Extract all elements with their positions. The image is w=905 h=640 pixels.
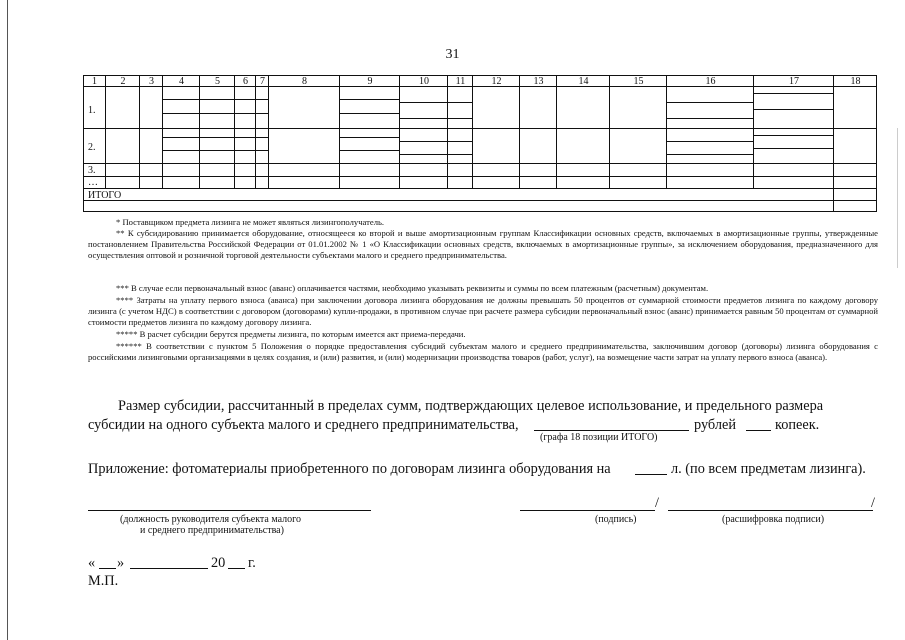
- column-header-8: 8: [302, 76, 307, 87]
- subsidy-kopecks-field[interactable]: [746, 430, 771, 431]
- date-year-prefix: 20: [211, 555, 226, 571]
- column-header-18: 18: [850, 76, 861, 87]
- attachment-suffix: л. (по всем предметам лизинга).: [671, 461, 866, 477]
- date-open-quote: «: [88, 555, 96, 571]
- attachment-sheets-field[interactable]: [635, 474, 667, 475]
- decode-caption: (расшифровка подписи): [722, 514, 825, 525]
- page-edge-line: [7, 0, 8, 640]
- position-caption-1: (должность руководителя субъекта малого: [120, 514, 301, 525]
- column-header-12: 12: [491, 76, 502, 87]
- column-header-17: 17: [789, 76, 799, 87]
- signature-decode-field[interactable]: [668, 510, 873, 511]
- column-header-14: 14: [578, 76, 589, 87]
- footnote-5: ***** В расчет субсидии берутся предметы лизинга, по которым имеется акт приема-передачи.: [116, 329, 466, 339]
- subsidy-statement-line1: Размер субсидии, рассчитанный в пределах сумм, подтверждающих целевое использование, и предельного размера: [118, 398, 824, 414]
- signature-decode-slash: /: [871, 495, 875, 511]
- date-year-suffix: г.: [248, 555, 256, 571]
- column-header-2: 2: [120, 76, 126, 87]
- footnote-3: *** В случае если первоначальный взнос (аванс) оплачивается частями, необходимо указывать реквизиты и суммы по всем платежным (расчетным) документам.: [116, 283, 709, 293]
- subsidy-statement-line2: субсидии на одного субъекта малого и среднего предпринимательства,: [88, 417, 519, 433]
- position-caption-2: и среднего предпринимательства): [140, 525, 284, 536]
- date-month-field[interactable]: [130, 568, 208, 569]
- kopecks-label: копеек.: [775, 417, 820, 433]
- signature-field[interactable]: [520, 510, 655, 511]
- column-header-16: 16: [705, 76, 716, 87]
- date-day-field[interactable]: [99, 568, 116, 569]
- signature-slash: /: [655, 495, 659, 511]
- page-number: 31: [445, 47, 460, 62]
- column-header-13: 13: [533, 76, 544, 87]
- leasing-table: [83, 75, 877, 212]
- date-close-quote: »: [117, 555, 125, 571]
- row-label-3: 3.: [88, 165, 96, 176]
- row-label-ellipsis: …: [88, 177, 98, 188]
- column-header-3: 3: [149, 76, 154, 87]
- column-header-1: 1: [92, 76, 97, 87]
- scan-artifact-line: [897, 128, 898, 268]
- column-header-6: 6: [243, 76, 248, 87]
- column-header-9: 9: [367, 76, 373, 87]
- stamp-placeholder: М.П.: [88, 573, 119, 589]
- row-label-2: 2.: [88, 142, 96, 153]
- table-grid: [83, 75, 877, 212]
- footnote-1: * Поставщиком предмета лизинга не может являться лизингополучатель.: [116, 217, 385, 227]
- column-header-11: 11: [455, 76, 466, 87]
- subsidy-rubles-field[interactable]: [534, 430, 689, 431]
- row-label-1: 1.: [88, 105, 96, 116]
- column-header-10: 10: [419, 76, 429, 87]
- column-header-5: 5: [215, 76, 220, 87]
- date-year-field[interactable]: [228, 568, 245, 569]
- column-header-7: 7: [260, 76, 265, 87]
- attachment-text: Приложение: фотоматериалы приобретенного по договорам лизинга оборудования на: [88, 461, 611, 477]
- position-field[interactable]: [88, 510, 371, 511]
- column-header-15: 15: [633, 76, 644, 87]
- footnote-6: ****** В соответствии с пунктом 5 Положения о порядке предоставления субсидий субъектам малого и среднего предпринимательства, заключившим договор (договоры) лизинга оборудования с российскими лизинговыми организациями в целях создания, и (или) развития, и (или) модернизации производства товаров (работ, услуг), на возмещение части затрат на уплату первого взноса (аванса).: [88, 341, 878, 362]
- row-label-total: ИТОГО: [88, 190, 122, 201]
- footnote-2: ** К субсидированию принимается оборудование, относящееся ко второй и выше амортизационным группам Классификации основных средств, включаемых в амортизационные группы, утвержденные постановлением Правительства Российской Федерации от 01.01.2002 № 1 «О Классификации основных средств, включаемых в амортизационные группы», за исключением оборудования, предназначенного для осуществления оптовой и розничной торговой деятельности субъектами малого и среднего предпринимательства.: [88, 228, 878, 260]
- signature-caption: (подпись): [595, 514, 637, 525]
- rubles-label: рублей: [694, 417, 736, 433]
- column-header-4: 4: [179, 76, 184, 87]
- footnote-4: **** Затраты на уплату первого взноса (аванса) при заключении договора лизинга оборудования не должны превышать 50 процентов от суммарной стоимости предметов лизинга по каждому договору лизинга (с учетом НДС) в соответствии с договором (договорами) купли-продажи, в противном случае при расчете размера субсидии первоначальный взнос (аванс) принимается равным 50 процентам от суммарной стоимости предметов лизинга по каждому договору лизинга.: [88, 295, 878, 327]
- subsidy-source-note: (графа 18 позиции ИТОГО): [540, 432, 658, 443]
